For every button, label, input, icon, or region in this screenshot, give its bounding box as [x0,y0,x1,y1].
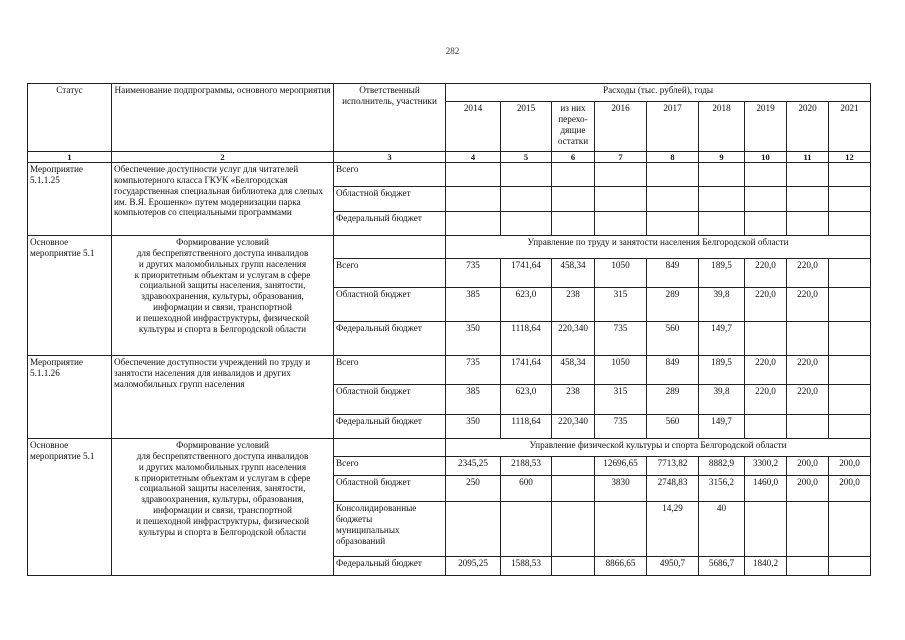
agency-spacer-cell [334,236,446,259]
value-cell: 560 [647,415,699,439]
value-cell [552,457,595,476]
value-cell: 623,0 [501,288,552,322]
funding-source-cell: Всего [334,163,446,187]
page-number: 282 [445,46,460,56]
value-cell [787,163,829,187]
year-header: из них перехо- дящие остатки [552,102,595,152]
column-number: 10 [745,152,787,163]
value-cell [446,163,501,187]
year-header: 2016 [595,102,647,152]
value-cell: 250 [446,476,501,502]
value-cell: 220,0 [745,356,787,385]
value-cell: 849 [647,259,699,288]
year-header: 2015 [501,102,552,152]
value-cell: 3830 [595,476,647,502]
value-cell: 1050 [595,259,647,288]
value-cell: 2748,83 [647,476,699,502]
value-cell: 623,0 [501,385,552,415]
value-cell: 2095,25 [446,557,501,576]
value-cell: 1840,2 [745,557,787,576]
value-cell [829,259,871,288]
value-cell: 220,0 [787,288,829,322]
funding-source-cell: Федеральный бюджет [334,322,446,356]
value-cell [745,163,787,187]
value-cell [552,557,595,576]
funding-source-cell: Областной бюджет [334,476,446,502]
value-cell [501,502,552,557]
value-cell: 3300,2 [745,457,787,476]
value-cell: 149,7 [699,322,745,356]
value-cell: 220,0 [745,288,787,322]
funding-source-cell: Консолидированные бюджеты муниципальных образований [334,502,446,557]
value-cell: 220,0 [787,356,829,385]
value-cell [595,212,647,236]
header-responsible: Ответственный исполнитель, участники [334,84,446,152]
value-cell: 735 [595,322,647,356]
value-cell: 2345,25 [446,457,501,476]
value-cell [829,163,871,187]
value-cell: 350 [446,415,501,439]
value-cell: 14,29 [647,502,699,557]
value-cell: 220,0 [745,259,787,288]
year-header: 2017 [647,102,699,152]
agency-heading: Управление по труду и занятости населения Белгородской области [446,236,871,259]
value-cell: 1118,64 [501,415,552,439]
value-cell [595,187,647,212]
value-cell: 600 [501,476,552,502]
value-cell [552,187,595,212]
value-cell: 3156,2 [699,476,745,502]
value-cell: 40 [699,502,745,557]
value-cell: 189,5 [699,259,745,288]
agency-spacer-cell [334,439,446,457]
year-header: 2020 [787,102,829,152]
value-cell [595,163,647,187]
measure-name-cell: Формирование условий для беспрепятственного доступа инвалидов и других маломобильных групп населения к приоритетным объектам и услугам в сфере социальной защиты населения, занятости, здравоохранения, культуры, образования, информации и связи, транспортной и пешеходной инфраструктуры, физической культуры и спорта в Белгородской области [112,439,334,576]
value-cell [787,415,829,439]
funding-source-cell: Всего [334,457,446,476]
value-cell [745,415,787,439]
table-row [28,163,871,187]
value-cell: 735 [446,356,501,385]
value-cell: 1741,64 [501,356,552,385]
measure-name-cell: Формирование условий для беспрепятственного доступа инвалидов и других маломобильных групп населения к приоритетным объектам и услугам в сфере социальной защиты населения, занятости, здравоохранения, культуры, образования, информации и связи, транспортной и пешеходной инфраструктуры, физической культуры и спорта в Белгородской области [112,236,334,356]
value-cell: 189,5 [699,356,745,385]
column-number: 9 [699,152,745,163]
value-cell: 238 [552,288,595,322]
value-cell [787,322,829,356]
value-cell [829,288,871,322]
value-cell: 315 [595,385,647,415]
funding-source-cell: Областной бюджет [334,187,446,212]
table-row [28,356,871,385]
value-cell [829,187,871,212]
column-number: 4 [446,152,501,163]
year-header: 2018 [699,102,745,152]
value-cell: 220,340 [552,322,595,356]
year-header: 2014 [446,102,501,152]
value-cell [787,187,829,212]
value-cell [787,212,829,236]
value-cell: 735 [446,259,501,288]
value-cell: 12696,65 [595,457,647,476]
value-cell: 220,0 [745,385,787,415]
table-row [28,439,871,457]
expenses-table [27,83,871,576]
column-number: 7 [595,152,647,163]
funding-source-cell: Всего [334,356,446,385]
value-cell [699,187,745,212]
value-cell [787,557,829,576]
value-cell [745,212,787,236]
value-cell: 39,8 [699,288,745,322]
value-cell: 458,34 [552,259,595,288]
value-cell [501,212,552,236]
value-cell: 1050 [595,356,647,385]
value-cell: 458,34 [552,356,595,385]
value-cell: 735 [595,415,647,439]
column-number: 2 [112,152,334,163]
value-cell: 1118,64 [501,322,552,356]
column-number: 8 [647,152,699,163]
year-header: 2021 [829,102,871,152]
funding-source-cell: Федеральный бюджет [334,557,446,576]
value-cell [787,502,829,557]
funding-source-cell: Федеральный бюджет [334,212,446,236]
status-cell: Основное мероприятие 5.1 [28,439,112,576]
value-cell: 220,0 [787,385,829,415]
value-cell [501,187,552,212]
value-cell [745,187,787,212]
value-cell: 560 [647,322,699,356]
value-cell [595,502,647,557]
value-cell: 849 [647,356,699,385]
value-cell: 8882,9 [699,457,745,476]
value-cell [552,476,595,502]
value-cell [829,502,871,557]
value-cell: 385 [446,385,501,415]
status-cell: Мероприятие 5.1.1.25 [28,163,112,236]
value-cell [647,163,699,187]
value-cell [446,502,501,557]
measure-name-cell: Обеспечение доступности услуг для читателей компьютерного класса ГКУК «Белгородская государственная специальная библиотека для слепых им. В.Я. Ерошенко» путем модернизации парка компьютеров со специальными программами [112,163,334,236]
table-row [28,236,871,259]
year-header: 2019 [745,102,787,152]
value-cell: 1460,0 [745,476,787,502]
value-cell: 200,0 [787,476,829,502]
value-cell [647,212,699,236]
value-cell [699,212,745,236]
value-cell [552,163,595,187]
measure-name-cell: Обеспечение доступности учреждений по труду и занятости населения для инвалидов и других маломобильных групп населения [112,356,334,439]
column-number: 11 [787,152,829,163]
value-cell: 4950,7 [647,557,699,576]
column-number: 5 [501,152,552,163]
value-cell: 238 [552,385,595,415]
value-cell: 200,0 [787,457,829,476]
funding-source-cell: Федеральный бюджет [334,415,446,439]
value-cell [446,187,501,212]
value-cell: 385 [446,288,501,322]
value-cell [829,322,871,356]
value-cell [829,415,871,439]
status-cell: Основное мероприятие 5.1 [28,236,112,356]
value-cell: 149,7 [699,415,745,439]
header-status: Статус [28,84,112,152]
value-cell [745,322,787,356]
value-cell: 1741,64 [501,259,552,288]
value-cell: 1588,53 [501,557,552,576]
value-cell: 39,8 [699,385,745,415]
funding-source-cell: Областной бюджет [334,385,446,415]
column-numbers-row [28,152,871,163]
value-cell: 289 [647,385,699,415]
value-cell: 5686,7 [699,557,745,576]
value-cell [699,163,745,187]
value-cell: 2188,53 [501,457,552,476]
value-cell: 315 [595,288,647,322]
value-cell [829,212,871,236]
value-cell [745,502,787,557]
value-cell [829,356,871,385]
value-cell: 350 [446,322,501,356]
value-cell [552,502,595,557]
header-name: Наименование подпрограммы, основного мероприятия [112,84,334,152]
value-cell: 289 [647,288,699,322]
value-cell [829,557,871,576]
value-cell [446,212,501,236]
status-cell: Мероприятие 5.1.1.26 [28,356,112,439]
value-cell: 220,0 [787,259,829,288]
value-cell [501,163,552,187]
value-cell [647,187,699,212]
funding-source-cell: Областной бюджет [334,288,446,322]
value-cell [552,212,595,236]
value-cell: 200,0 [829,457,871,476]
value-cell [829,385,871,415]
value-cell: 220,340 [552,415,595,439]
column-number: 1 [28,152,112,163]
column-number: 3 [334,152,446,163]
agency-heading: Управление физической культуры и спорта Белгородской области [446,439,871,457]
header-expenses: Расходы (тыс. рублей), годы [446,84,871,102]
column-number: 6 [552,152,595,163]
column-number: 12 [829,152,871,163]
value-cell: 7713,82 [647,457,699,476]
funding-source-cell: Всего [334,259,446,288]
value-cell: 200,0 [829,476,871,502]
value-cell: 8866,65 [595,557,647,576]
